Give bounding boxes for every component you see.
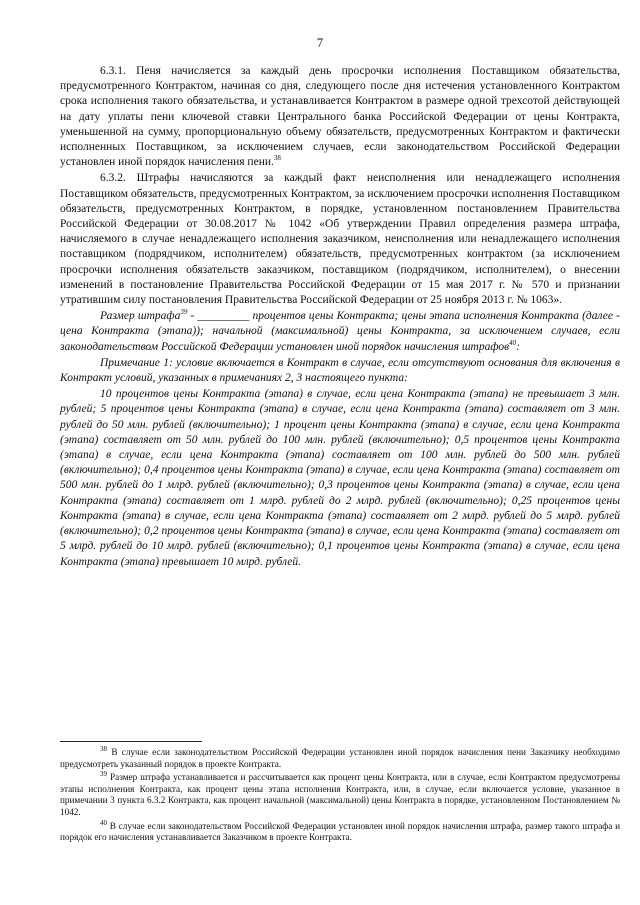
- footnote-number: 39: [100, 770, 107, 779]
- footnote-38: [60, 744, 620, 770]
- footnote-divider: [60, 741, 202, 742]
- clause-6-3-1: [60, 64, 620, 170]
- footnote-ref-38: 38: [273, 154, 281, 163]
- footnote-39: [60, 772, 620, 818]
- fine-size-tail: :: [516, 340, 520, 353]
- footnote-ref-40: 40: [509, 338, 517, 347]
- clause-6-3-2: 6.3.2. Штрафы начисляются за каждый факт неисполнения или ненадлежащего исполнения Поставщиком обязательств, предусмотренных Контрактом, за исключением просрочки исполнения Поставщиком обязательств, предусмотренных Контрактом, в порядке, установленном постановлением Правительства Российской Федерации от 30.08.2017 № 1042 «Об утверждении Правил определения размера штрафа, начисляемого в случае ненадлежащего исполнения заказчиком, неисполнения или ненадлежащего исполнения поставщиком (подрядчиком, исполнителем) обязательств, предусмотренных контрактом (за исключением просрочки исполнения обязательств заказчиком, поставщиком (подрядчиком, исполнителем), о внесении изменений в постановление Правительства Российской Федерации от 15 мая 2017 г. № 570 и признании утратившим силу постановления Правительства Российской Федерации от 25 ноября 2013 г. № 1063».: [60, 172, 620, 307]
- footnote-ref-39: 39: [180, 308, 188, 317]
- note-1: Примечание 1: условие включается в Контракт в случае, если отсутствуют основания для включения в Контракт условий, указанных в примечаниях 2, 3 настоящего пункта:: [60, 356, 620, 385]
- footnote-text: В случае если законодательством Российской Федерации установлен иной порядок начисления штрафа, размер такого штрафа и порядок его начисления устанавливается Заказчиком в проекте Контракта.: [60, 820, 621, 843]
- clause-6-3-1-text: 6.3.1. Пеня начисляется за каждый день просрочки исполнения Поставщиком обязательства, предусмотренного Контрактом, начиная со дня, следующего после дня истечения установленного Контрактом срока исполнения такого обязательства, и устанавливается Контрактом в размере одной трехсотой действующей на дату уплаты пени ключевой ставки Центрального банка Российской Федерации от цены Контракта, уменьшенной на сумму, пропорциональную объему обязательств, предусмотренных Контрактом и фактически исполненных Поставщиком, за исключением случаев, если законодательством Российской Федерации установлен иной порядок начисления пени.: [60, 65, 620, 169]
- footnote-40: [60, 818, 621, 844]
- document-body: [60, 64, 620, 570]
- rates-paragraph: 10 процентов цены Контракта (этапа) в случае, если цена Контракта (этапа) не превышает 3 млн. рублей; 5 процентов цены Контракта (этапа) в случае, если цена Контракта (этапа) составляет от 3 млн. рублей до 50 млн. рублей (включительно); 1 процент цены Контракта (этапа) в случае, если цена Контракта (этапа) составляет от 50 млн. рублей до 100 млн. рублей (включительно); 0,5 процентов цены Контракта (этапа) в случае, если цена Контракта (этапа) составляет от 100 млн. рублей до 500 млн. рублей (включительно); 0,4 процентов цены Контракта (этапа) в случае, если цена Контракта (этапа) составляет от 500 млн. рублей до 1 млрд. рублей (включительно); 0,3 процентов цены Контракта (этапа) в случае, если цена Контракта (этапа) составляет от 1 млрд. рублей до 2 млрд. рублей (включительно); 0,25 процентов цены Контракта (этапа) в случае, если цена Контракта (этапа) составляет от 2 млрд. рублей до 5 млрд. рублей (включительно); 0,2 процентов цены Контракта (этапа) в случае, если цена Контракта (этапа) составляет от 5 млрд. рублей до 10 млрд. рублей (включительно); 0,1 процентов цены Контракта (этапа) в случае, если цена Контракта (этапа) превышает 10 млрд. рублей.: [60, 388, 620, 568]
- footnotes: [60, 744, 621, 846]
- page-number: 7: [316, 36, 324, 50]
- footnote-text: В случае если законодательством Российской Федерации установлен иной порядок начисления пени Заказчику необходимо предусмотреть указанный порядок в проекте Контракта.: [60, 747, 620, 769]
- fine-size-paragraph: [60, 309, 620, 355]
- footnote-text: Размер штрафа устанавливается и рассчитывается как процент цены Контракта, или в случае, если Контрактом предусмотрены этапы исполнения Контракта, как процент цены этапа исполнения Контракта, или, в случае, если включается условие, указанное в примечании 3 пункта 6.3.2 Контракта, как процент начальной (максимальной) цены Контракта в порядке, установленном Постановлением № 1042.: [60, 772, 620, 817]
- footnote-number: 40: [100, 818, 107, 827]
- fine-size-lead: Размер штрафа: [100, 310, 181, 323]
- footnote-number: 38: [100, 744, 107, 753]
- fine-size-text: - _________ процентов цены Контракта; цены этапа исполнения Контракта (далее - цена Контракта (этапа)); начальной (максимальной) цены Контракта, за исключением случаев, если законодательством Российской Федерации установлен иной порядок начисления штрафов: [60, 310, 620, 353]
